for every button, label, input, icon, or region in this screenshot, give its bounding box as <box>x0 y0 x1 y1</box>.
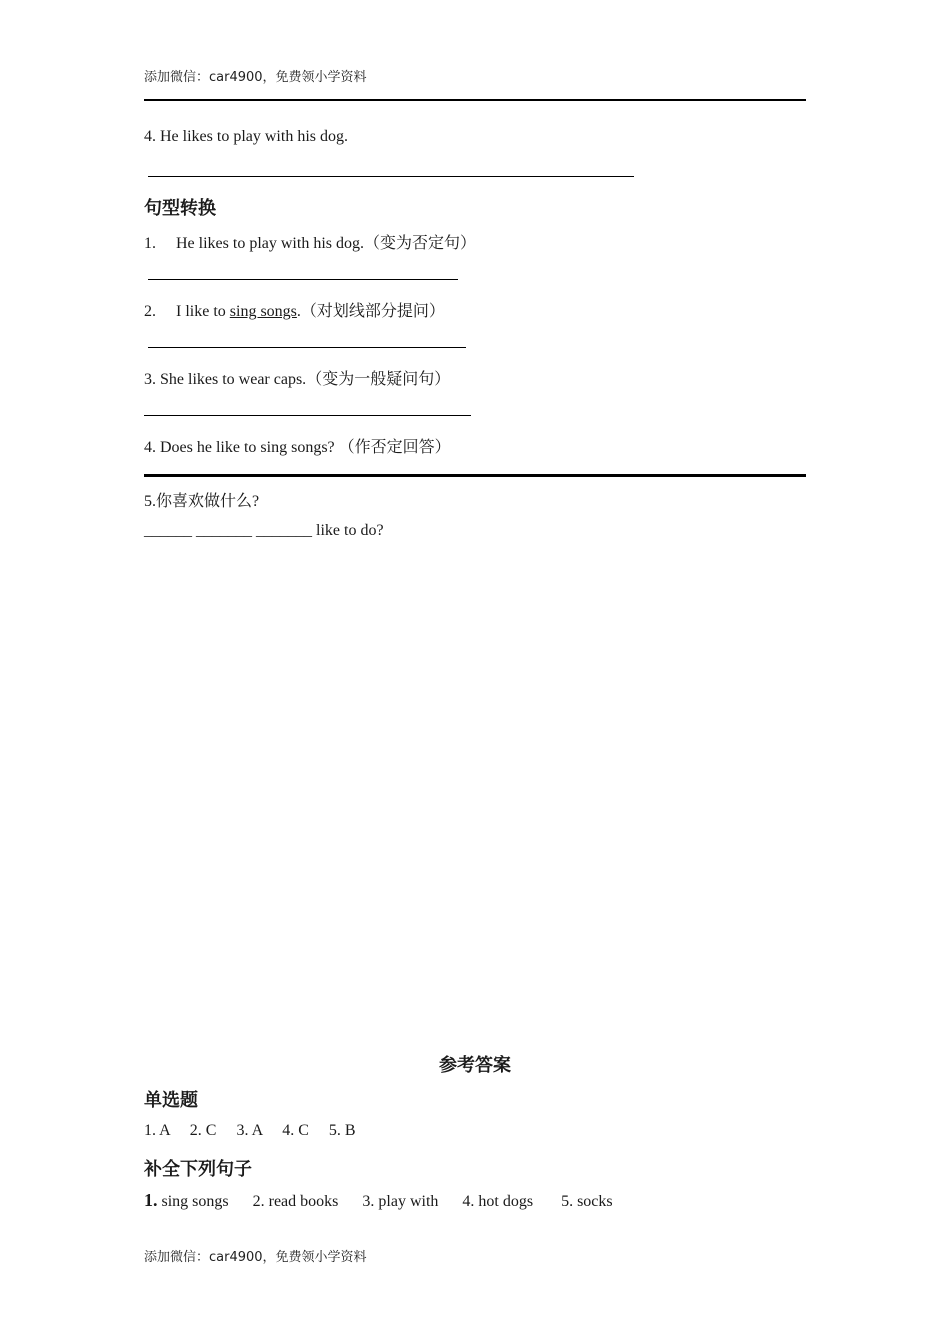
complete-answers <box>144 1190 613 1211</box>
answer-line-q4 <box>148 176 634 177</box>
answer-5: 5. socks <box>561 1193 613 1210</box>
item-number: 2. <box>144 303 156 320</box>
item-number: 1. <box>144 235 156 252</box>
answer-line-transform-3 <box>144 415 471 416</box>
item-note: （变为一般疑问句） <box>306 371 451 388</box>
answer-1: sing songs <box>157 1193 229 1210</box>
item-text: He likes to play with his dog. <box>176 235 364 252</box>
item-note: （对划线部分提问） <box>300 303 445 320</box>
transform-item-1 <box>144 230 476 253</box>
q5-blank-sentence <box>144 522 384 540</box>
item-text: 3. She likes to wear caps. <box>144 371 307 388</box>
header-rule <box>144 99 806 101</box>
answer-4: 4. hot dogs <box>462 1193 534 1210</box>
answer-line-transform-2 <box>148 347 466 348</box>
answer-line-transform-1 <box>148 279 458 280</box>
answers-title: 参考答案 <box>439 1055 511 1076</box>
item-note: （变为否定句） <box>363 235 476 252</box>
page-footer: 添加微信：car4900，免费领小学资料 <box>144 1250 367 1265</box>
item-text: 4. Does he like to sing songs? <box>144 439 335 456</box>
q5-tail: like to do? <box>316 522 384 539</box>
section-title-complete: 补全下列句子 <box>144 1159 252 1180</box>
underlined-phrase: sing songs <box>229 303 297 320</box>
blank-2: _______ <box>196 522 252 539</box>
item-note: （作否定回答） <box>338 439 451 456</box>
transform-item-2 <box>144 298 445 321</box>
item-text-post: . <box>296 303 301 320</box>
blank-1: ______ <box>144 522 192 539</box>
section-title-single-choice: 单选题 <box>144 1090 198 1111</box>
answer-number: 1. <box>144 1190 158 1210</box>
q5-prompt: 5.你喜欢做什么? <box>144 493 260 510</box>
single-choice-answers: 1. A 2. C 3. A 4. C 5. B <box>144 1122 356 1139</box>
blank-3: _______ <box>256 522 312 539</box>
page-header: 添加微信：car4900，免费领小学资料 <box>144 70 367 85</box>
answer-line-transform-4 <box>144 474 806 477</box>
answer-2: 2. read books <box>252 1193 339 1210</box>
transform-item-3 <box>144 366 450 389</box>
transform-item-4 <box>144 434 451 457</box>
item-text-pre: I like to <box>176 303 230 320</box>
section-title-transform: 句型转换 <box>144 198 216 219</box>
answer-3: 3. play with <box>362 1193 439 1210</box>
question-4-text: 4. He likes to play with his dog. <box>144 128 348 145</box>
